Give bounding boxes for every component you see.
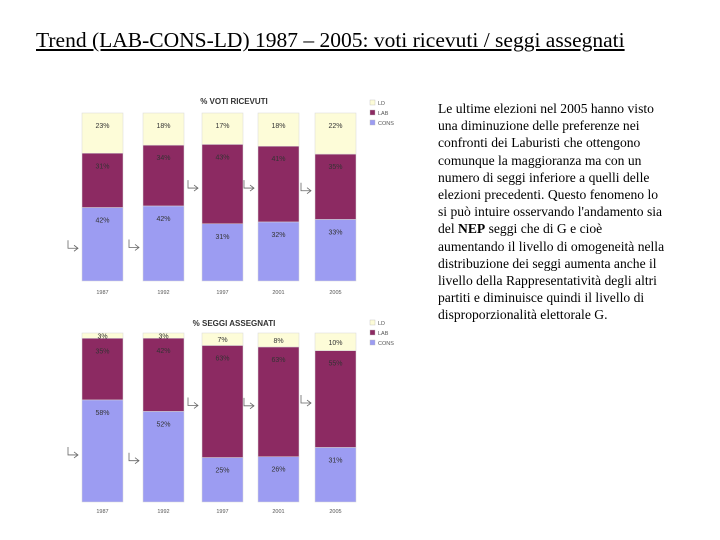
arrow-seggi-1987	[68, 447, 78, 458]
tick-label-seggi-1997: 1997	[216, 509, 229, 515]
data-label-voti-ld-2005: 22%	[328, 123, 343, 130]
arrow-seggi-1992	[129, 453, 139, 464]
data-label-seggi-cons-1997: 25%	[215, 467, 230, 475]
data-label-voti-cons-2005: 33%	[328, 229, 343, 237]
tick-label-voti-2005: 2005	[329, 290, 342, 296]
legend-swatch-voti-lab	[370, 110, 375, 115]
data-label-voti-cons-2001: 32%	[271, 231, 286, 239]
arrow-voti-1987	[68, 240, 78, 251]
data-label-voti-cons-1987: 42%	[95, 217, 110, 225]
arrow-seggi-2001	[244, 398, 254, 409]
tick-label-voti-1992: 1992	[157, 290, 170, 296]
bar-voti-cons-2001	[258, 222, 299, 281]
data-label-seggi-ld-2001: 8%	[273, 337, 284, 345]
data-label-voti-lab-1992: 34%	[156, 155, 171, 163]
body-text-part-2: seggi che di G e cioè aumentando il livello di omogeneità nella distribuzione dei seggi aumenta anche il livello della Rappresentatività degli altri partiti e diminuisce quindi il livello di disproporzionalità elettorale G.	[438, 221, 665, 323]
chart-voti	[68, 97, 394, 296]
data-label-seggi-lab-1992: 42%	[156, 348, 171, 356]
bar-voti-ld-1987	[82, 113, 123, 153]
data-label-seggi-cons-1987: 58%	[95, 409, 110, 417]
legend-label-voti-lab: LAB	[378, 111, 389, 117]
arrow-voti-1997	[188, 180, 198, 191]
data-label-seggi-ld-1997: 7%	[217, 337, 228, 345]
legend-swatch-seggi-ld	[370, 320, 375, 325]
legend-label-voti-cons: CONS	[378, 121, 394, 127]
chart-title-seggi: % SEGGI ASSEGNATI	[192, 319, 276, 328]
data-label-voti-ld-1997: 17%	[215, 123, 230, 130]
bar-seggi-cons-1997	[202, 458, 243, 502]
bar-voti-cons-1997	[202, 224, 243, 281]
body-text-nep: NEP	[458, 221, 486, 237]
tick-label-voti-1987: 1987	[96, 290, 109, 296]
bar-seggi-cons-2005	[315, 447, 356, 502]
tick-label-voti-2001: 2001	[272, 290, 285, 296]
data-label-voti-cons-1992: 42%	[156, 215, 171, 223]
data-label-seggi-lab-2005: 55%	[328, 360, 343, 368]
bar-voti-lab-1987	[82, 153, 123, 207]
bar-voti-ld-2005	[315, 113, 356, 154]
tick-label-seggi-1992: 1992	[157, 509, 170, 515]
data-label-voti-cons-1997: 31%	[215, 233, 230, 241]
data-label-voti-lab-2005: 35%	[328, 164, 343, 172]
body-text	[438, 100, 670, 324]
legend-label-seggi-ld: LD	[378, 321, 386, 327]
body-text-part-1: Le ultime elezioni nel 2005 hanno visto una diminuzione delle preferenze nei confronti dei Laburisti che ottengono comunque la maggioranza ma con un numero di seggi inferiore a quelli delle elezioni precedenti. Questo fenomeno lo si può intuire osservando l'andamento sia del	[438, 101, 663, 237]
legend-swatch-seggi-lab	[370, 330, 375, 335]
data-label-seggi-ld-1987: 3%	[97, 333, 108, 341]
data-label-voti-ld-1987: 23%	[95, 123, 110, 130]
legend-label-voti-ld: LD	[378, 101, 386, 107]
data-label-voti-lab-2001: 41%	[271, 156, 286, 164]
arrow-seggi-1997	[188, 397, 198, 408]
slide-title: Trend (LAB-CONS-LD) 1987 – 2005: voti ricevuti / seggi assegnati	[36, 28, 625, 52]
data-label-seggi-lab-1987: 35%	[95, 348, 110, 356]
legend-swatch-voti-cons	[370, 120, 375, 125]
chart-seggi	[68, 319, 394, 515]
data-label-seggi-cons-1992: 52%	[156, 421, 171, 429]
data-label-seggi-cons-2005: 31%	[328, 457, 343, 465]
data-label-seggi-ld-1992: 3%	[158, 333, 169, 341]
data-label-seggi-lab-1997: 63%	[215, 355, 230, 363]
data-label-voti-lab-1987: 31%	[95, 163, 110, 171]
arrow-voti-2005	[301, 183, 311, 194]
legend-label-seggi-cons: CONS	[378, 341, 394, 347]
legend-swatch-seggi-cons	[370, 340, 375, 345]
data-label-voti-lab-1997: 43%	[215, 154, 230, 162]
arrow-voti-1992	[129, 239, 139, 250]
data-label-seggi-ld-2005: 10%	[328, 339, 343, 347]
bar-seggi-cons-2001	[258, 457, 299, 502]
data-label-voti-ld-1992: 18%	[156, 123, 171, 130]
data-label-seggi-cons-2001: 26%	[271, 466, 286, 474]
legend-swatch-voti-ld	[370, 100, 375, 105]
arrow-seggi-2005	[301, 395, 311, 406]
tick-label-seggi-2001: 2001	[272, 509, 285, 515]
arrow-voti-2001	[244, 180, 254, 191]
data-label-seggi-lab-2001: 63%	[271, 356, 286, 364]
tick-label-seggi-1987: 1987	[96, 509, 109, 515]
chart-title-voti: % VOTI RICEVUTI	[200, 97, 268, 106]
data-label-voti-ld-2001: 18%	[271, 123, 286, 130]
tick-label-seggi-2005: 2005	[329, 509, 342, 515]
tick-label-voti-1997: 1997	[216, 290, 229, 296]
legend-label-seggi-lab: LAB	[378, 331, 389, 337]
